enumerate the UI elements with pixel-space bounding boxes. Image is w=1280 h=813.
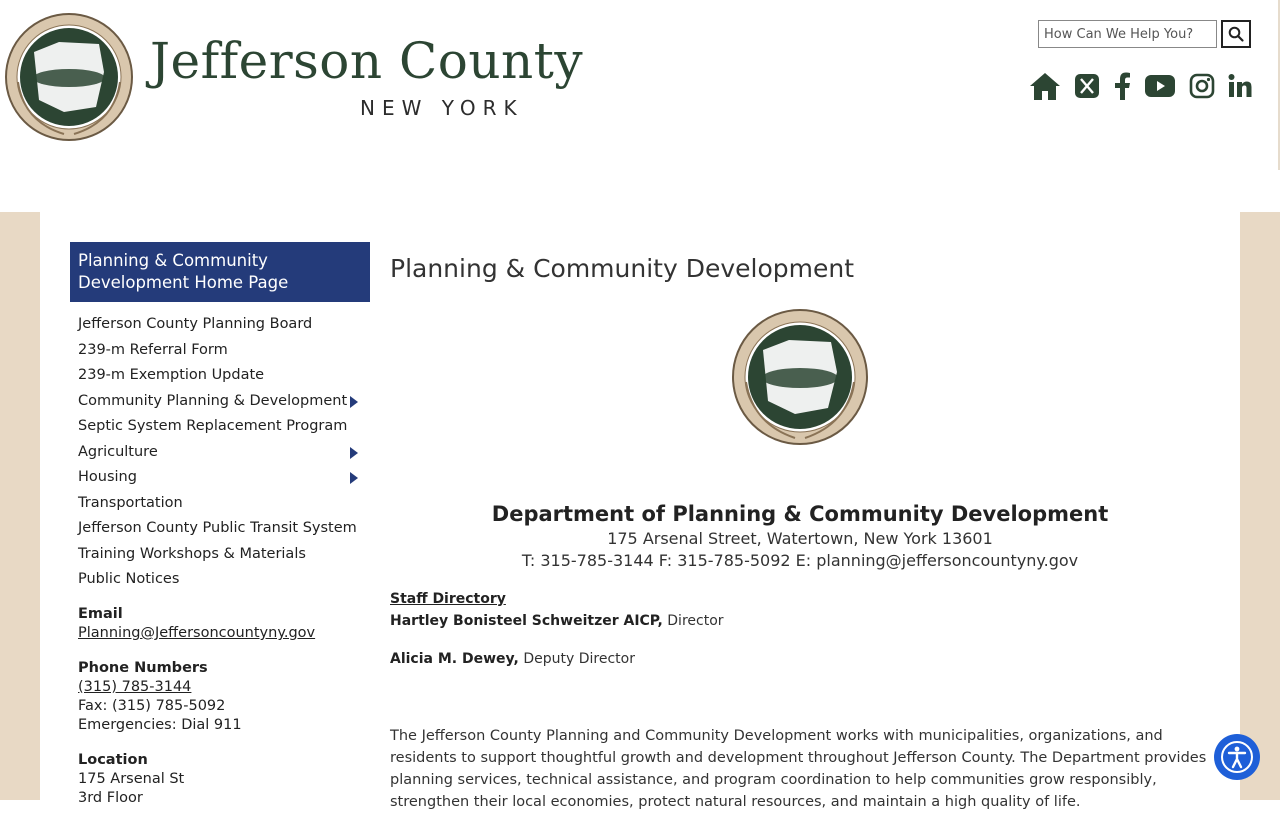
staff-directory-link[interactable]: Staff Directory (390, 591, 506, 607)
sidebar-item-label: 239-m Referral Form (78, 341, 228, 358)
county-seal-logo[interactable] (4, 12, 134, 142)
staff-name: Hartley Bonisteel Schweitzer AICP, (390, 613, 663, 629)
sidebar-item-label: Housing (78, 469, 137, 485)
intro-paragraph: The Jefferson County Planning and Community Development works with municipalities, organizations, and residents to support thoughtful growth and development throughout Jefferson County. The Department provides planning services, technical assistance, and program coordination to help communities grow responsibly, strengthen their local economies, protect natural resources, and maintain a high quality of life. (390, 728, 1207, 810)
sidebar-location-block (78, 751, 184, 808)
sidebar-item-transportation[interactable] (78, 491, 370, 517)
location-label: Location (78, 752, 148, 768)
x-twitter-icon (1074, 73, 1100, 99)
site-subtitle: NEW YORK (360, 96, 524, 120)
youtube-link[interactable] (1144, 70, 1176, 102)
linkedin-link[interactable] (1224, 70, 1256, 102)
home-link[interactable] (1029, 70, 1061, 102)
location-line2: 3rd Floor (78, 790, 143, 806)
sidebar-phone-block (78, 659, 242, 735)
location-line1: 175 Arsenal St (78, 771, 185, 787)
sidebar-item-training[interactable] (78, 542, 370, 568)
sidebar-item-housing[interactable] (78, 465, 370, 491)
sidebar-nav (78, 312, 370, 593)
emergency-number: Emergencies: Dial 911 (78, 717, 242, 733)
sidebar-item-septic[interactable] (78, 414, 370, 440)
site-header (0, 0, 1280, 212)
staff-role: Deputy Director (518, 651, 635, 667)
email-label: Email (78, 606, 123, 622)
facebook-link[interactable] (1106, 70, 1138, 102)
submenu-arrow-icon[interactable] (350, 447, 358, 459)
department-address: 175 Arsenal Street, Watertown, New York 13601 (607, 529, 993, 548)
sidebar-item-label: Public Notices (78, 571, 180, 587)
facebook-icon (1113, 72, 1131, 100)
accessibility-icon (1220, 740, 1254, 774)
fax-number: Fax: (315) 785-5092 (78, 698, 226, 714)
sidebar-item-label: Jefferson County Planning Board (78, 316, 313, 332)
staff-role: Director (662, 613, 724, 629)
page-title: Planning & Community Development (390, 254, 855, 283)
phone-label: Phone Numbers (78, 660, 208, 676)
sidebar-item-label: Community Planning & Development (78, 392, 348, 409)
sidebar-item-label: 239-m Exemption Update (78, 367, 265, 383)
sidebar-item-public-notices[interactable] (78, 567, 370, 593)
email-link[interactable]: Planning@Jeffersoncountyny.gov (78, 625, 316, 641)
sidebar-item-planning-board[interactable] (78, 312, 370, 338)
sidebar-item-label: Agriculture (78, 443, 158, 460)
linkedin-icon (1227, 73, 1253, 99)
x-twitter-link[interactable] (1071, 70, 1103, 102)
staff-name: Alicia M. Dewey, (390, 651, 519, 667)
youtube-icon (1144, 74, 1176, 98)
submenu-arrow-icon[interactable] (350, 472, 358, 484)
submenu-arrow-icon[interactable] (350, 396, 358, 408)
sidebar-item-label: Training Workshops & Materials (78, 545, 306, 562)
sidebar-item-agriculture[interactable] (78, 440, 370, 466)
search-icon (1228, 26, 1244, 42)
staff-entry (390, 613, 724, 629)
sidebar-item-239m-referral[interactable] (78, 338, 370, 364)
department-name: Department of Planning & Community Development (491, 502, 1109, 526)
department-contact: T: 315-785-3144 F: 315-785-5092 E: planning@jeffersoncountyny.gov (521, 551, 1079, 570)
sidebar-item-transit[interactable] (78, 516, 370, 542)
instagram-icon (1189, 73, 1215, 99)
search-button[interactable] (1221, 20, 1251, 48)
department-seal-image (731, 308, 869, 446)
search-input[interactable] (1038, 20, 1217, 48)
sidebar-item-239m-exemption[interactable] (78, 363, 370, 389)
sidebar-item-community-planning[interactable] (78, 389, 370, 415)
sidebar-email-block (78, 605, 315, 643)
phone-link[interactable]: (315) 785-3144 (78, 679, 192, 695)
home-icon (1029, 71, 1061, 101)
site-title[interactable]: Jefferson County (150, 32, 584, 90)
sidebar-item-label: Transportation (78, 494, 183, 511)
sidebar-item-label: Jefferson County Public Transit System (78, 520, 357, 536)
instagram-link[interactable] (1186, 70, 1218, 102)
sidebar-heading-link[interactable]: Planning & Community Development Home Page (70, 242, 370, 302)
accessibility-button[interactable] (1214, 734, 1260, 780)
sidebar-item-label: Septic System Replacement Program (78, 418, 348, 434)
staff-entry (390, 651, 635, 667)
